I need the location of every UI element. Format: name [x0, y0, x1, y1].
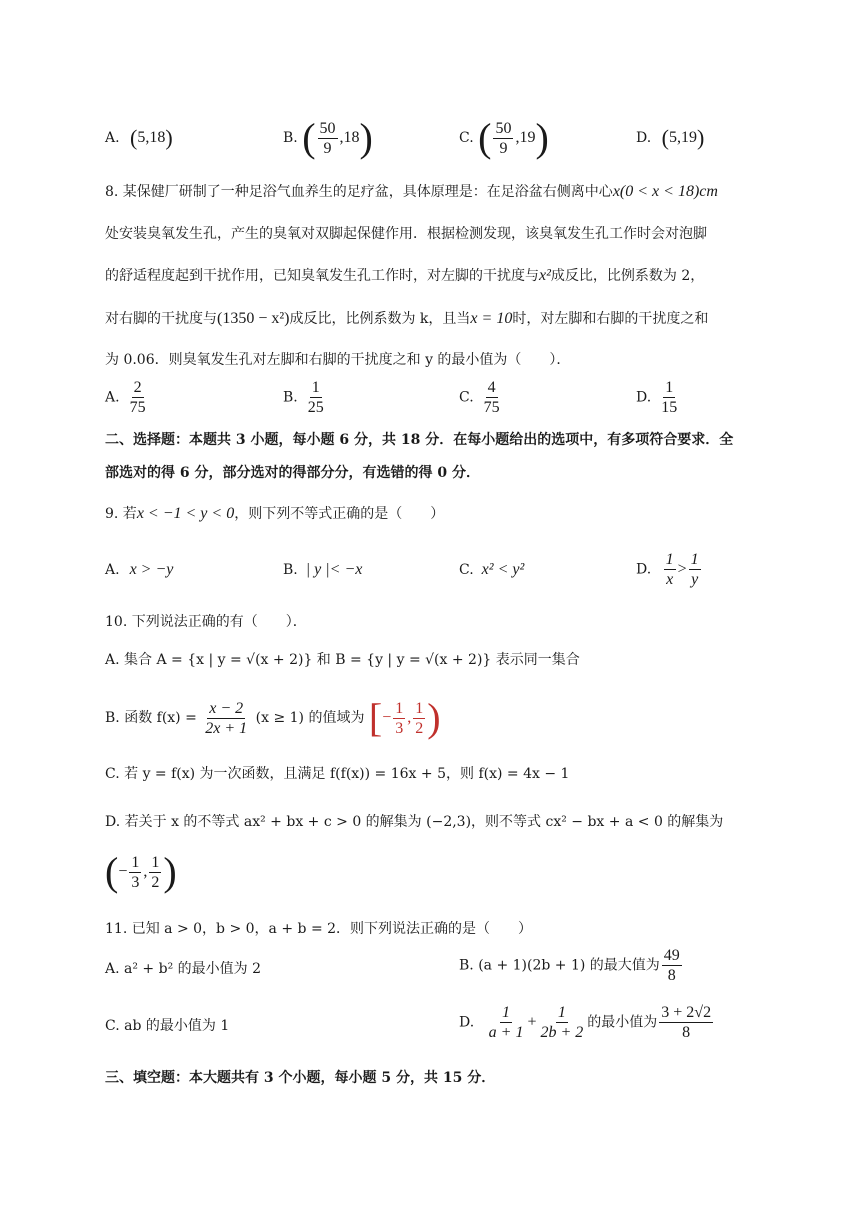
q8-line-1: 8. 某保健厂研制了一种足浴气血养生的足疗盆，具体原理是：在足浴盆右侧离中心x(0 < x < 18)cm	[105, 183, 718, 200]
q9-option-a: A. x > −y	[105, 561, 174, 578]
q8-option-a: A. $\frac{2}{75}$	[105, 379, 146, 416]
section3-heading: 三、填空题：本大题共有 3 个小题，每小题 5 分，共 15 分．	[105, 1070, 496, 1086]
q8-line-2: 处安装臭氧发生孔，产生的臭氧对双脚起保健作用．根据检测发现，该臭氧发生孔工作时会对泡脚	[105, 226, 707, 242]
q10-option-b: B. 函数 f(x) = $\frac{x - 2}{2x + 1}$ (x ≥ 1) 的值域为 [− $\frac{1}{3}$ , $\frac{1}{2}$ )	[105, 695, 441, 740]
section2-heading-line-2: 部选对的得 6 分，部分选对的得部分分，有选错的得 0 分．	[105, 465, 480, 481]
q9-option-b: B. | y |< −x	[283, 561, 363, 578]
q10-option-c: C. 若 y = f(x) 为一次函数，且满足 f(f(x)) = 16x + 5，则 f(x) = 4x − 1	[105, 766, 570, 782]
q7-option-c: C. ( $\frac{50}{9}$ ,19)	[459, 115, 549, 160]
q11-option-a: A. a² + b² 的最小值为 2	[105, 961, 261, 977]
q8-option-c: C. $\frac{4}{75}$	[459, 379, 500, 416]
q7-option-a: A. (5,18)	[105, 125, 173, 150]
q9-stem: 9. 若x < −1 < y < 0，则下列不等式正确的是（ ）	[105, 505, 445, 522]
q10-option-a: A. 集合 A = {x | y = √(x + 2)} 和 B = {y | y = √(x + 2)} 表示同一集合	[105, 652, 580, 668]
q8-option-d: D. $\frac{1}{15}$	[636, 379, 678, 416]
q11-stem: 11. 已知 a > 0，b > 0，a + b = 2．则下列说法正确的是（ ）	[105, 921, 533, 937]
q10-option-d: D. 若关于 x 的不等式 ax² + bx + c > 0 的解集为 (−2,3)，则不等式 cx² − bx + a < 0 的解集为	[105, 814, 724, 830]
q10-b-range: [− $\frac{1}{3}$ , $\frac{1}{2}$ )	[368, 695, 441, 740]
q8-line-5: 为 0.06．则臭氧发生孔对左脚和右脚的干扰度之和 y 的最小值为（ ）．	[105, 352, 571, 368]
q7-option-d: D. (5,19)	[636, 125, 705, 150]
q7-option-b: B. ( $\frac{50}{9}$ ,18)	[283, 115, 373, 160]
q10-stem: 10. 下列说法正确的有（ ）．	[105, 614, 307, 630]
q11-option-c: C. ab 的最小值为 1	[105, 1018, 230, 1034]
q9-option-c: C. x² < y²	[459, 561, 525, 578]
q11-option-d: D. $\frac{1}{a + 1}$ + $\frac{1}{2b + 2}$ 的最小值为 $\frac{3 + 2√2}{8}$	[459, 1004, 712, 1041]
q9-option-d: D. $\frac{1}{x}$ > $\frac{1}{y}$	[636, 551, 699, 588]
q8-option-b: B. $\frac{1}{25}$	[283, 379, 324, 416]
q8-line-3: 的舒适程度起到干扰作用，已知臭氧发生孔工作时，对左脚的干扰度与x²成反比，比例系数为 2，	[105, 267, 705, 284]
q11-option-b: B. (a + 1)(2b + 1) 的最大值为 $\frac{49}{8}$	[459, 947, 680, 984]
q8-line-4: 对右脚的干扰度与(1350 − x²)成反比，比例系数为 k，且当x = 10时，对左脚和右脚的干扰度之和	[105, 310, 709, 327]
q10-option-d-answer: (− $\frac{1}{3}$ , $\frac{1}{2}$ )	[105, 849, 177, 894]
section2-heading-line-1: 二、选择题：本题共 3 小题，每小题 6 分，共 18 分．在每小题给出的选项中，有多项符合要求．全	[105, 432, 734, 448]
